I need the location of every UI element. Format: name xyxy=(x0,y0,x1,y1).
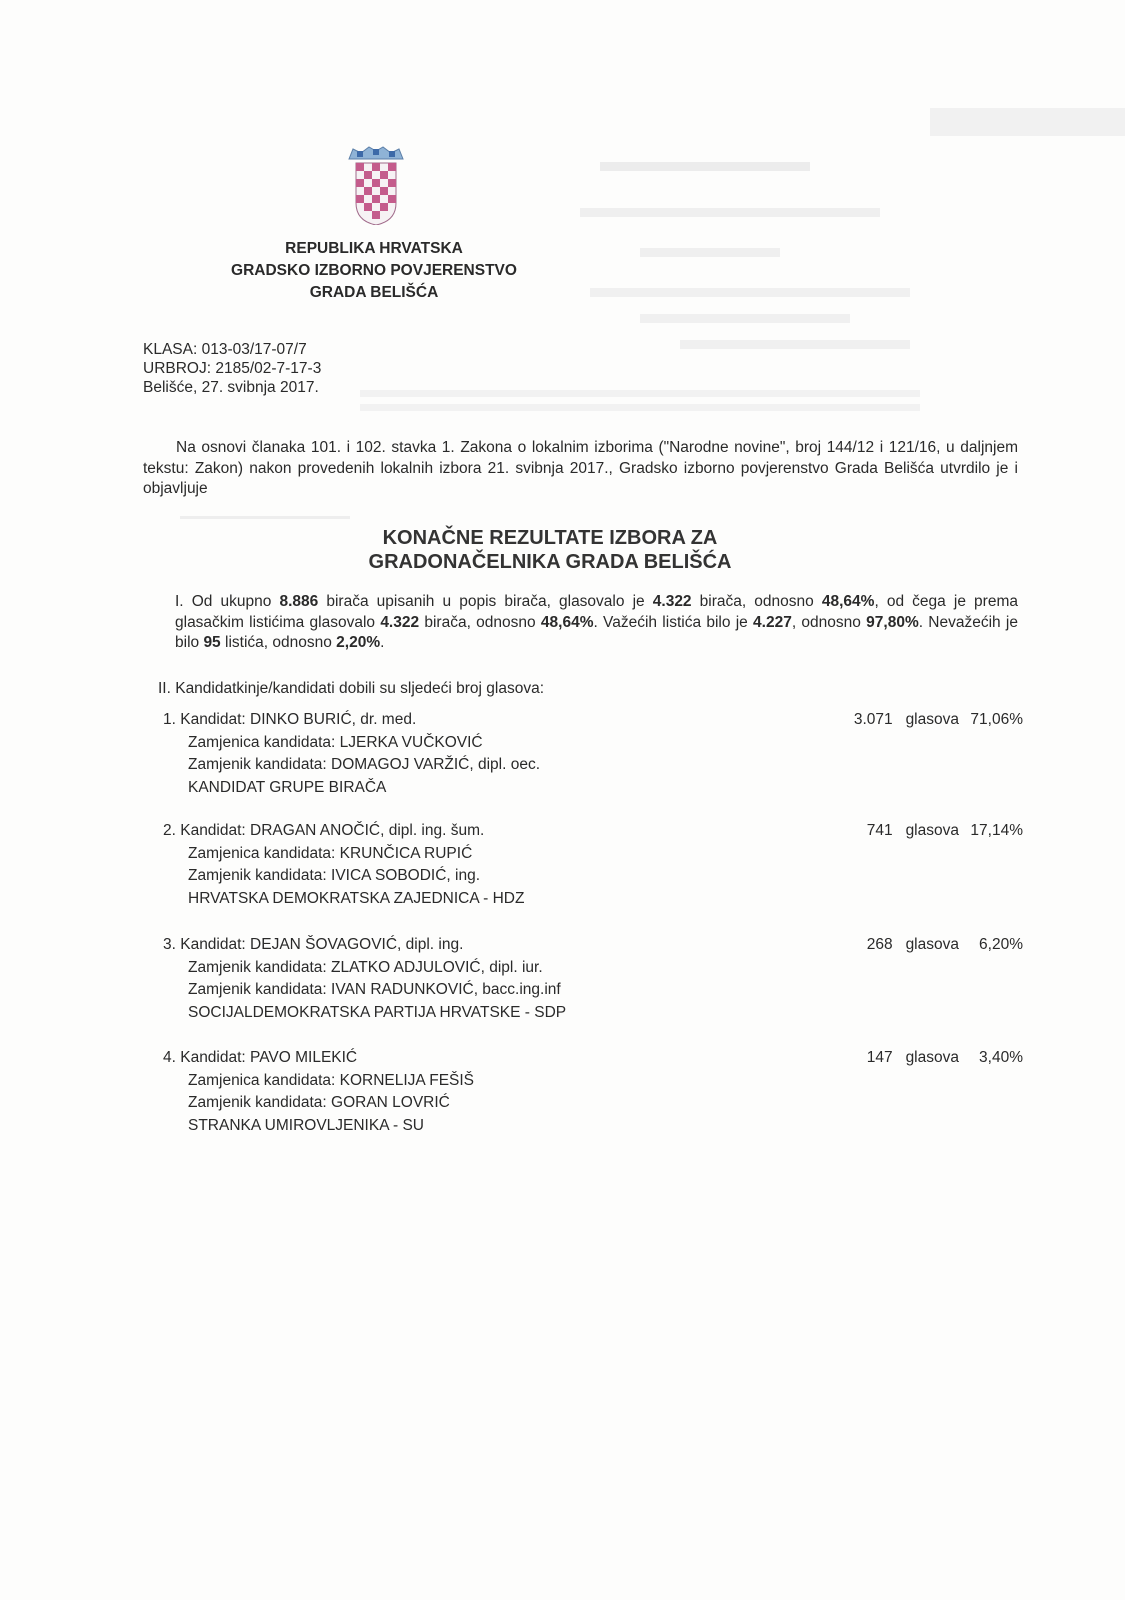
bleed-through-line xyxy=(360,390,920,397)
bleed-through-line xyxy=(180,516,350,519)
reference-block xyxy=(143,340,321,397)
deputy-2: Zamjenik kandidata: IVAN RADUNKOVIĆ, bacc.ing.inf xyxy=(188,981,561,998)
votes-label: glasova xyxy=(905,822,959,839)
candidate-result xyxy=(823,709,1023,732)
votes-label: glasova xyxy=(905,936,959,953)
coat-of-arms-icon xyxy=(345,145,407,225)
bleed-through-line xyxy=(360,404,920,411)
registered-voters: 8.886 xyxy=(279,593,319,610)
deputy-1: Zamjenik kandidata: ZLATKO ADJULOVIĆ, dipl. iur. xyxy=(188,958,543,976)
nominating-party: HRVATSKA DEMOKRATSKA ZAJEDNICA - HDZ xyxy=(188,889,525,907)
bleed-through-line xyxy=(930,108,1125,136)
candidate-entry xyxy=(163,934,1023,1024)
votes-label: glasova xyxy=(905,1049,959,1066)
turnout-text: I. Od ukupno xyxy=(175,593,280,610)
turnout-text: birača, odnosno xyxy=(419,613,541,631)
candidate-name: 3. Kandidat: DEJAN ŠOVAGOVIĆ, dipl. ing. xyxy=(163,936,464,953)
intro-text: Na osnovi članaka 101. i 102. stavka 1. Zakona o lokalnim izborima ("Narodne novine", broj 144/12 i 121/16, u daljnjem tekstu: Zakon) nakon provedenih lokalnih izbora 21. svibnja 2017., Gradsko izborno povjerenstvo Grada Belišća utvrdilo je i objavljuje xyxy=(143,439,1018,497)
header-republic: REPUBLIKA HRVATSKA xyxy=(285,240,463,257)
deputy-2: Zamjenik kandidata: DOMAGOJ VARŽIĆ, dipl. oec. xyxy=(188,756,541,773)
voters-voted: 4.322 xyxy=(652,593,692,610)
turnout-text: listića, odnosno xyxy=(220,634,337,651)
valid-ballots: 4.227 xyxy=(753,613,792,631)
candidate-name: 4. Kandidat: PAVO MILEKIĆ xyxy=(163,1049,358,1066)
intro-paragraph xyxy=(143,438,1018,500)
deputy-1: Zamjenica kandidata: LJERKA VUČKOVIĆ xyxy=(188,733,483,751)
turnout-text: , od čega je prema glasačkim listićima glasovalo xyxy=(175,593,1018,631)
candidate-result xyxy=(823,934,1023,957)
candidate-name: 1. Kandidat: DINKO BURIĆ, dr. med. xyxy=(163,711,417,728)
bleed-through-line xyxy=(640,248,780,257)
deputy-1: Zamjenica kandidata: KORNELIJA FEŠIŠ xyxy=(188,1071,475,1089)
vote-count: 3.071 xyxy=(853,711,893,728)
bleed-through-line xyxy=(580,208,880,217)
candidate-entry xyxy=(163,820,1023,910)
candidate-name: 2. Kandidat: DRAGAN ANOČIĆ, dipl. ing. šum. xyxy=(163,822,485,839)
vote-percent: 17,14% xyxy=(970,822,1023,839)
bleed-through-line xyxy=(590,288,910,297)
urbroj-ref: URBROJ: 2185/02-7-17-3 xyxy=(143,360,322,377)
bleed-through-line xyxy=(680,340,910,349)
candidate-result xyxy=(823,1047,1023,1070)
invalid-percent: 2,20% xyxy=(336,634,381,651)
vote-count: 741 xyxy=(866,822,893,839)
turnout-text: . xyxy=(380,634,385,651)
turnout-text: . Važećih listića bilo je xyxy=(593,613,754,631)
ballots-cast: 4.322 xyxy=(380,613,420,631)
bleed-through-line xyxy=(600,162,810,171)
nominating-party: SOCIJALDEMOKRATSKA PARTIJA HRVATSKE - SDP xyxy=(188,1003,567,1021)
deputy-2: Zamjenik kandidata: IVICA SOBODIĆ, ing. xyxy=(188,867,481,884)
votes-label: glasova xyxy=(905,711,959,728)
vote-count: 147 xyxy=(866,1049,893,1066)
bleed-through-line xyxy=(640,314,850,323)
ballots-percent: 48,64% xyxy=(540,613,594,631)
place-date: Belišće, 27. svibnja 2017. xyxy=(143,379,319,396)
turnout-text: birača upisanih u popis birača, glasovalo je xyxy=(318,593,653,610)
issuer-header xyxy=(160,238,588,304)
results-heading: II. Kandidatkinje/kandidati dobili su sljedeći broj glasova: xyxy=(158,680,545,697)
candidate-entry xyxy=(163,1047,1023,1137)
vote-count: 268 xyxy=(866,936,893,953)
nominating-party: STRANKA UMIROVLJENIKA - SU xyxy=(188,1116,424,1134)
title-line-2: GRADONAČELNIKA GRADA BELIŠĆA xyxy=(368,551,732,573)
nominating-party: KANDIDAT GRUPE BIRAČA xyxy=(188,778,387,796)
turnout-text: birača, odnosno xyxy=(691,593,822,610)
header-city: GRADA BELIŠĆA xyxy=(309,284,439,301)
candidate-entry xyxy=(163,709,1023,799)
deputy-2: Zamjenik kandidata: GORAN LOVRIĆ xyxy=(188,1094,450,1111)
vote-percent: 71,06% xyxy=(970,711,1023,728)
turnout-paragraph xyxy=(175,592,1018,654)
title-line-1: KONAČNE REZULTATE IZBORA ZA xyxy=(382,527,718,549)
turnout-percent: 48,64% xyxy=(821,593,875,610)
invalid-ballots: 95 xyxy=(203,634,221,651)
valid-percent: 97,80% xyxy=(866,613,919,631)
deputy-1: Zamjenica kandidata: KRUNČICA RUPIĆ xyxy=(188,844,473,862)
turnout-text: , odnosno xyxy=(791,613,867,631)
document-title xyxy=(320,526,780,574)
turnout-text: . Nevažećih je bilo xyxy=(175,613,1018,651)
candidate-result xyxy=(823,820,1023,843)
header-commission: GRADSKO IZBORNO POVJERENSTVO xyxy=(231,262,517,279)
vote-percent: 3,40% xyxy=(979,1049,1023,1066)
vote-percent: 6,20% xyxy=(979,936,1023,953)
klasa-ref: KLASA: 013-03/17-07/7 xyxy=(143,341,307,358)
